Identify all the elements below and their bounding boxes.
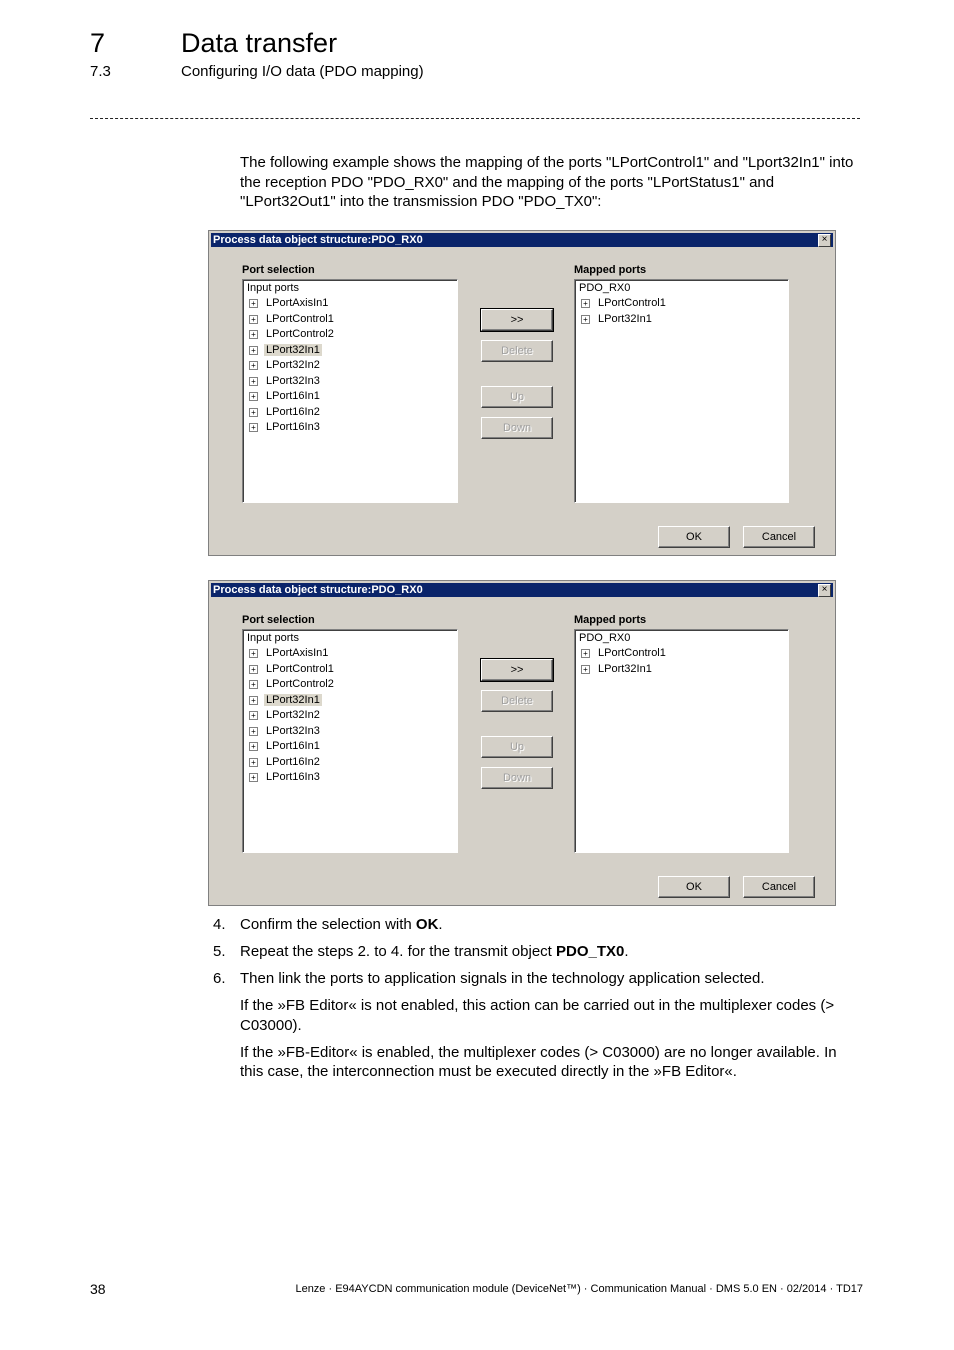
chapter-title: Data transfer [181, 28, 338, 58]
expand-icon[interactable]: + [249, 392, 258, 401]
fb-editor-disabled-note: If the »FB Editor« is not enabled, this action can be carried out in the multiplexer codes (> C03000). [240, 997, 835, 1034]
dialog-title: Process data object structure:PDO_RX0 [213, 584, 423, 596]
chapter-number: 7 [90, 28, 106, 58]
expand-icon[interactable]: + [581, 649, 590, 658]
section-title: Configuring I/O data (PDO mapping) [181, 63, 424, 80]
tree-item[interactable]: + LPortAxisIn1 [249, 296, 330, 311]
fb-editor-enabled-note: If the »FB-Editor« is enabled, the multiplexer codes (> C03000) are no longer available. In this case, the interconnection must be executed directly in the »FB Editor«. [240, 1043, 837, 1080]
section-number: 7.3 [90, 63, 111, 80]
cancel-button[interactable]: Cancel [743, 876, 815, 898]
input-ports-tree[interactable] [242, 279, 458, 503]
close-icon[interactable]: × [818, 234, 831, 247]
delete-button[interactable]: Delete [481, 340, 553, 362]
tree-item[interactable]: + LPortAxisIn1 [249, 646, 330, 661]
expand-icon[interactable]: + [249, 773, 258, 782]
down-button[interactable]: Down [481, 767, 553, 789]
expand-icon[interactable]: + [581, 665, 590, 674]
expand-icon[interactable]: + [581, 299, 590, 308]
tree-item[interactable]: + LPort16In1 [249, 389, 322, 404]
tree-item-selected[interactable]: + LPort32In1 [249, 343, 322, 358]
input-ports-tree[interactable] [242, 629, 458, 853]
expand-icon[interactable]: + [249, 680, 258, 689]
up-button[interactable]: Up [481, 386, 553, 408]
mapped-ports-root[interactable]: PDO_RX0 [579, 632, 631, 644]
input-ports-root[interactable]: Input ports [247, 632, 299, 644]
page-number: 38 [90, 1281, 106, 1297]
down-button[interactable]: Down [481, 417, 553, 439]
header-divider [90, 118, 860, 119]
tree-item[interactable]: + LPort16In3 [249, 420, 322, 435]
intro-paragraph: The following example shows the mapping of the ports "LPortControl1" and "Lport32In1" into the reception PDO "PDO_RX0" and the mapping of the ports "LPortStatus1" and "LPort32Out1" into the transmission PDO "PDO_TX0": [240, 154, 854, 210]
port-selection-label: Port selection [242, 264, 315, 276]
expand-icon[interactable]: + [249, 361, 258, 370]
expand-icon[interactable]: + [249, 649, 258, 658]
tree-item[interactable]: + LPort16In1 [249, 739, 322, 754]
step-6: 6. Then link the ports to application signals in the technology application selected. [213, 970, 765, 987]
expand-icon[interactable]: + [249, 711, 258, 720]
expand-icon[interactable]: + [249, 346, 258, 355]
tree-item[interactable]: + LPort32In3 [249, 374, 322, 389]
expand-icon[interactable]: + [249, 423, 258, 432]
delete-button[interactable]: Delete [481, 690, 553, 712]
mapped-ports-root[interactable]: PDO_RX0 [579, 282, 631, 294]
pdo-dialog-2 [208, 580, 836, 906]
add-button[interactable]: >> [481, 659, 553, 681]
tree-item[interactable]: + LPort16In3 [249, 770, 322, 785]
tree-item[interactable]: + LPortControl1 [581, 646, 668, 661]
tree-item[interactable]: + LPortControl2 [249, 677, 336, 692]
expand-icon[interactable]: + [249, 315, 258, 324]
tree-item-selected[interactable]: + LPort32In1 [249, 693, 322, 708]
expand-icon[interactable]: + [581, 315, 590, 324]
steps-list [213, 915, 863, 1089]
tree-item[interactable]: + LPort32In2 [249, 708, 322, 723]
tree-item[interactable]: + LPort32In1 [581, 312, 654, 327]
expand-icon[interactable]: + [249, 742, 258, 751]
up-button[interactable]: Up [481, 736, 553, 758]
close-icon[interactable]: × [818, 584, 831, 597]
expand-icon[interactable]: + [249, 330, 258, 339]
expand-icon[interactable]: + [249, 696, 258, 705]
dialog-title-bar [211, 583, 833, 597]
ok-button[interactable]: OK [658, 876, 730, 898]
add-button[interactable]: >> [481, 309, 553, 331]
expand-icon[interactable]: + [249, 299, 258, 308]
step-4: 4. Confirm the selection with OK. [213, 916, 443, 933]
dialog-title: Process data object structure:PDO_RX0 [213, 234, 423, 246]
expand-icon[interactable]: + [249, 727, 258, 736]
tree-item[interactable]: + LPort16In2 [249, 405, 322, 420]
port-selection-label: Port selection [242, 614, 315, 626]
tree-item[interactable]: + LPort32In1 [581, 662, 654, 677]
mapped-ports-label: Mapped ports [574, 614, 647, 626]
expand-icon[interactable]: + [249, 408, 258, 417]
tree-item[interactable]: + LPortControl1 [249, 312, 336, 327]
dialog-title-bar [211, 233, 833, 247]
footer-text: Lenze · E94AYCDN communication module (DeviceNet™) · Communication Manual · DMS 5.0 EN · 02/2014 · TD17 [295, 1283, 863, 1295]
tree-item[interactable]: + LPortControl1 [581, 296, 668, 311]
expand-icon[interactable]: + [249, 758, 258, 767]
ok-button[interactable]: OK [658, 526, 730, 548]
tree-item[interactable]: + LPortControl2 [249, 327, 336, 342]
step-5: 5. Repeat the steps 2. to 4. for the transmit object PDO_TX0. [213, 943, 629, 960]
pdo-dialog-1 [208, 230, 836, 556]
tree-item[interactable]: + LPort16In2 [249, 755, 322, 770]
mapped-ports-tree[interactable] [574, 629, 789, 853]
tree-item[interactable]: + LPort32In2 [249, 358, 322, 373]
mapped-ports-tree[interactable] [574, 279, 789, 503]
expand-icon[interactable]: + [249, 377, 258, 386]
tree-item[interactable]: + LPortControl1 [249, 662, 336, 677]
mapped-ports-label: Mapped ports [574, 264, 647, 276]
tree-item[interactable]: + LPort32In3 [249, 724, 322, 739]
cancel-button[interactable]: Cancel [743, 526, 815, 548]
input-ports-root[interactable]: Input ports [247, 282, 299, 294]
expand-icon[interactable]: + [249, 665, 258, 674]
